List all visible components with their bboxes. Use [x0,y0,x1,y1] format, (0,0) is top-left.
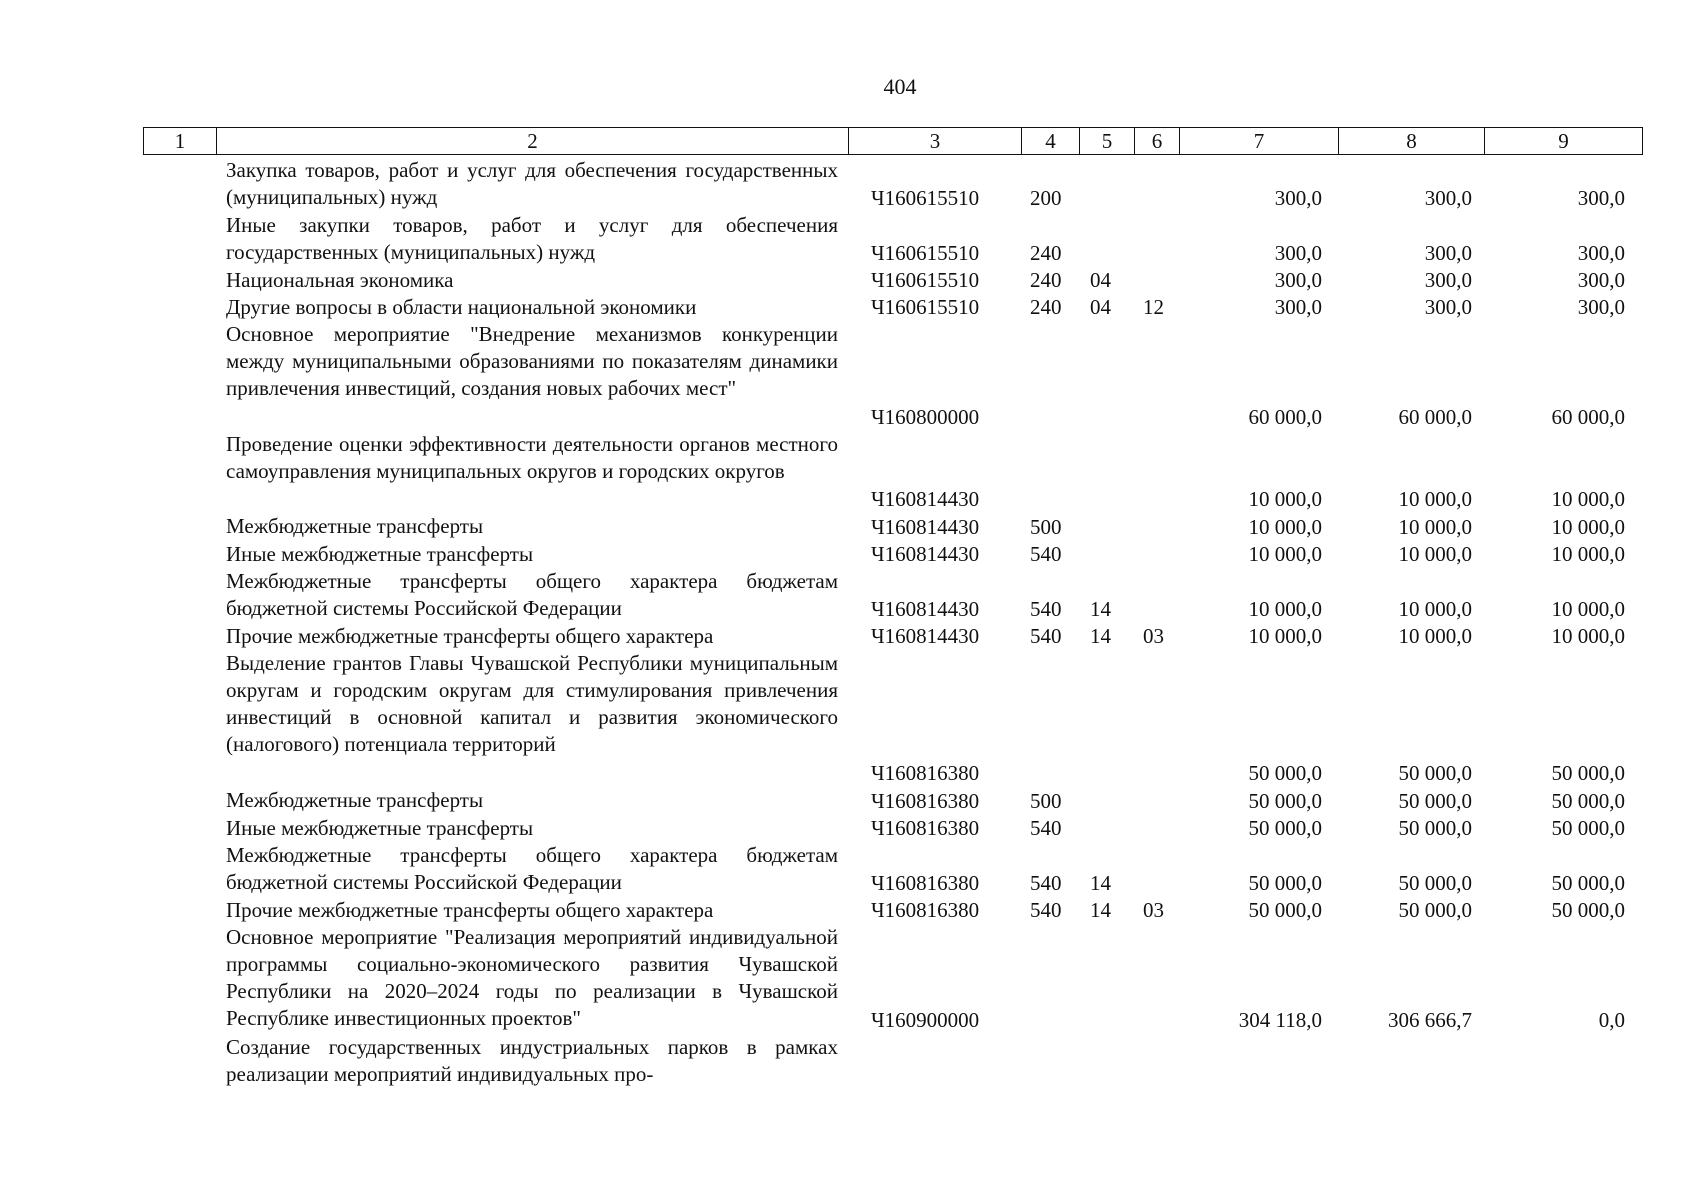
row-value-8: 10 000,0 [1398,487,1472,512]
row-col-6: 12 [1143,295,1164,320]
row-value-8: 300,0 [1424,267,1472,292]
row-code: Ч160615510 [871,295,980,320]
row-value-9: 50 000,0 [1551,898,1625,923]
header-col-3: 3 [849,128,1022,155]
row-col-5: 14 [1090,596,1111,621]
row-col-5: 14 [1090,624,1111,649]
row-name: Иные закупки товаров, работ и услуг для обеспечения государственных (муниципальных) нужд [226,212,838,264]
row-value-9: 50 000,0 [1551,761,1625,786]
table-row [0,897,1697,924]
row-value-7: 10 000,0 [1248,596,1322,621]
row-value-9: 10 000,0 [1551,514,1625,539]
row-value-7: 50 000,0 [1248,898,1322,923]
row-value-8: 50 000,0 [1398,761,1472,786]
row-value-9: 300,0 [1577,295,1625,320]
row-value-7: 300,0 [1274,185,1322,210]
row-value-8: 50 000,0 [1398,815,1472,840]
row-value-8: 10 000,0 [1398,514,1472,539]
row-value-8: 10 000,0 [1398,624,1472,649]
row-value-7: 10 000,0 [1248,487,1322,512]
row-value-8: 50 000,0 [1398,898,1472,923]
header-col-8: 8 [1339,128,1485,155]
row-value-7: 60 000,0 [1248,404,1322,429]
row-code: Ч160816380 [871,761,980,786]
table-row [0,294,1697,321]
row-col-4: 540 [1030,815,1062,840]
row-code: Ч160816380 [871,898,980,923]
row-col-6: 03 [1143,624,1164,649]
row-value-7: 50 000,0 [1248,815,1322,840]
row-value-7: 300,0 [1274,295,1322,320]
row-col-4: 540 [1030,624,1062,649]
row-value-7: 304 118,0 [1238,1007,1322,1032]
row-col-5: 14 [1090,870,1111,895]
row-value-7: 50 000,0 [1248,761,1322,786]
table-row [0,212,1697,267]
row-value-9: 10 000,0 [1551,487,1625,512]
table-row [0,650,1697,787]
row-value-7: 300,0 [1274,267,1322,292]
row-value-9: 10 000,0 [1551,596,1625,621]
row-name: Межбюджетные трансферты общего характера бюджетам бюджетной системы Российской Федерации [226,843,838,894]
row-value-9: 50 000,0 [1551,815,1625,840]
row-value-9: 10 000,0 [1551,541,1625,566]
row-col-4: 540 [1030,870,1062,895]
table-row [0,157,1697,212]
table-row [0,541,1697,568]
row-value-9: 50 000,0 [1551,870,1625,895]
table-row [0,267,1697,294]
row-value-8: 50 000,0 [1398,870,1472,895]
row-col-5: 14 [1090,898,1111,923]
row-col-4: 500 [1030,788,1062,813]
row-col-4: 240 [1030,295,1062,320]
row-col-4: 240 [1030,267,1062,292]
row-code: Ч160814430 [871,624,980,649]
row-col-4: 540 [1030,541,1062,566]
row-col-4: 200 [1030,185,1062,210]
header-col-5: 5 [1080,128,1135,155]
header-col-6: 6 [1135,128,1180,155]
row-code: Ч160615510 [871,240,980,265]
header-col-2: 2 [217,128,849,155]
row-value-9: 0,0 [1598,1007,1625,1032]
row-value-8: 300,0 [1424,185,1472,210]
table-row [0,1034,1697,1089]
row-col-6: 03 [1143,898,1164,923]
row-name: Межбюджетные трансферты общего характера бюджетам бюджетной системы Российской Федерации [226,569,838,620]
row-col-5: 04 [1090,295,1111,320]
row-col-4: 500 [1030,514,1062,539]
row-value-8: 306 666,7 [1388,1007,1472,1032]
row-value-9: 50 000,0 [1551,788,1625,813]
row-name: Закупка товаров, работ и услуг для обеспечения государственных (муниципальных) нужд [226,158,838,209]
row-value-7: 300,0 [1274,240,1322,265]
page-number: 404 [883,74,917,99]
row-name: Создание государственных индустриальных парков в рамках реализации мероприятий индивидуальных про- [226,1034,838,1086]
row-name: Иные межбюджетные трансферты [226,541,534,566]
row-value-7: 50 000,0 [1248,788,1322,813]
header-col-7: 7 [1180,128,1339,155]
row-value-8: 50 000,0 [1398,788,1472,813]
row-code: Ч160900000 [871,1007,980,1032]
row-name: Прочие межбюджетные трансферты общего характера [226,897,714,922]
row-value-8: 10 000,0 [1398,541,1472,566]
row-code: Ч160816380 [871,815,980,840]
row-value-7: 50 000,0 [1248,870,1322,895]
row-name: Национальная экономика [226,267,454,292]
row-code: Ч160615510 [871,185,980,210]
table-row [0,623,1697,650]
row-code: Ч160816380 [871,870,980,895]
row-name: Выделение грантов Главы Чувашской Республики муниципальным округам и городским округам для стимулирования привлечения инвестиций в основной капитал и развития экономического (налогового) потенциала территорий [226,651,838,757]
row-value-7: 10 000,0 [1248,541,1322,566]
row-col-5: 04 [1090,267,1111,292]
table-row [0,513,1697,540]
row-col-4: 540 [1030,596,1062,621]
row-value-7: 10 000,0 [1248,624,1322,649]
row-code: Ч160814430 [871,541,980,566]
row-code: Ч160814430 [871,514,980,539]
row-code: Ч160800000 [871,404,980,429]
row-name: Иные межбюджетные трансферты [226,815,534,840]
table-row [0,924,1697,1034]
header-col-1: 1 [144,128,217,155]
header-col-4: 4 [1022,128,1080,155]
row-name: Межбюджетные трансферты [226,514,484,539]
row-value-9: 60 000,0 [1551,404,1625,429]
table-header [143,127,1643,155]
table-row [0,431,1697,513]
row-name: Основное мероприятие "Реализация мероприятий индивидуальной программы социально-экономического развития Чувашской Республики на 2020–2024 годы по реализации в Чувашской Республике инвестиционных проектов" [226,925,838,1031]
row-value-9: 300,0 [1577,185,1625,210]
table-row [0,321,1697,431]
table-row [0,842,1697,897]
row-value-9: 10 000,0 [1551,624,1625,649]
header-col-9: 9 [1485,128,1643,155]
table-row [0,815,1697,842]
row-name: Основное мероприятие "Внедрение механизмов конкуренции между муниципальными образованиями по показателям динамики привлечения инвестиций, создания новых рабочих мест" [226,322,838,401]
row-value-9: 300,0 [1577,267,1625,292]
row-value-8: 300,0 [1424,240,1472,265]
row-code: Ч160615510 [871,267,980,292]
row-value-7: 10 000,0 [1248,514,1322,539]
row-code: Ч160814430 [871,596,980,621]
row-value-8: 10 000,0 [1398,596,1472,621]
row-value-8: 60 000,0 [1398,404,1472,429]
row-name: Другие вопросы в области национальной экономики [226,295,697,319]
row-col-4: 240 [1030,240,1062,265]
row-col-4: 540 [1030,898,1062,923]
row-code: Ч160816380 [871,788,980,813]
row-code: Ч160814430 [871,487,980,512]
table-row [0,568,1697,623]
row-value-9: 300,0 [1577,240,1625,265]
row-name: Межбюджетные трансферты [226,788,484,813]
row-value-8: 300,0 [1424,295,1472,320]
row-name: Проведение оценки эффективности деятельности органов местного самоуправления муниципальных округов и городских округов [226,432,838,483]
row-name: Прочие межбюджетные трансферты общего характера [226,623,714,648]
table-row [0,787,1697,814]
